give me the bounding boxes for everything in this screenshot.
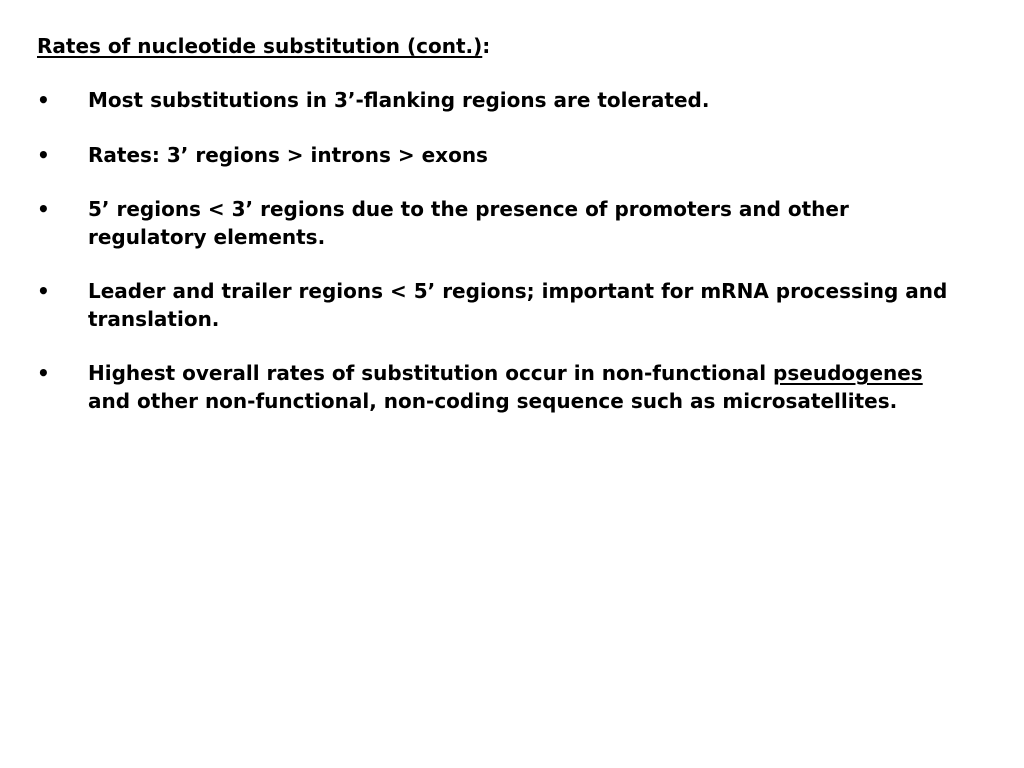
bullet-icon: • <box>37 197 50 221</box>
bullet-icon: • <box>37 279 50 303</box>
bullet-text-after: and other non-functional, non-coding sequence such as microsatellites. <box>88 388 898 413</box>
slide-title-suffix: : <box>482 34 491 58</box>
bullet-list <box>37 87 984 415</box>
bullet-item <box>37 278 968 333</box>
pseudogenes-term: pseudogenes <box>773 361 923 385</box>
bullet-text: Most substitutions in 3’-flanking regions are tolerated. <box>88 88 710 112</box>
bullet-text: 5’ regions < 3’ regions due to the presence of promoters and other regulatory elements. <box>88 197 849 249</box>
bullet-icon: • <box>37 142 50 167</box>
bullet-text: Leader and trailer regions < 5’ regions; important for mRNA processing and translation. <box>88 279 948 331</box>
bullet-item <box>37 142 968 170</box>
slide-title <box>37 33 984 60</box>
bullet-text-before: Highest overall rates of substitution occur in non-functional <box>88 361 774 385</box>
slide-title-text: Rates of nucleotide substitution (cont.) <box>37 34 483 58</box>
bullet-item <box>37 87 968 115</box>
bullet-item <box>37 196 968 251</box>
bullet-item <box>37 360 968 415</box>
bullet-icon: • <box>37 361 50 385</box>
bullet-text: Rates: 3’ regions > introns > exons <box>88 142 488 167</box>
bullet-icon: • <box>37 88 50 112</box>
